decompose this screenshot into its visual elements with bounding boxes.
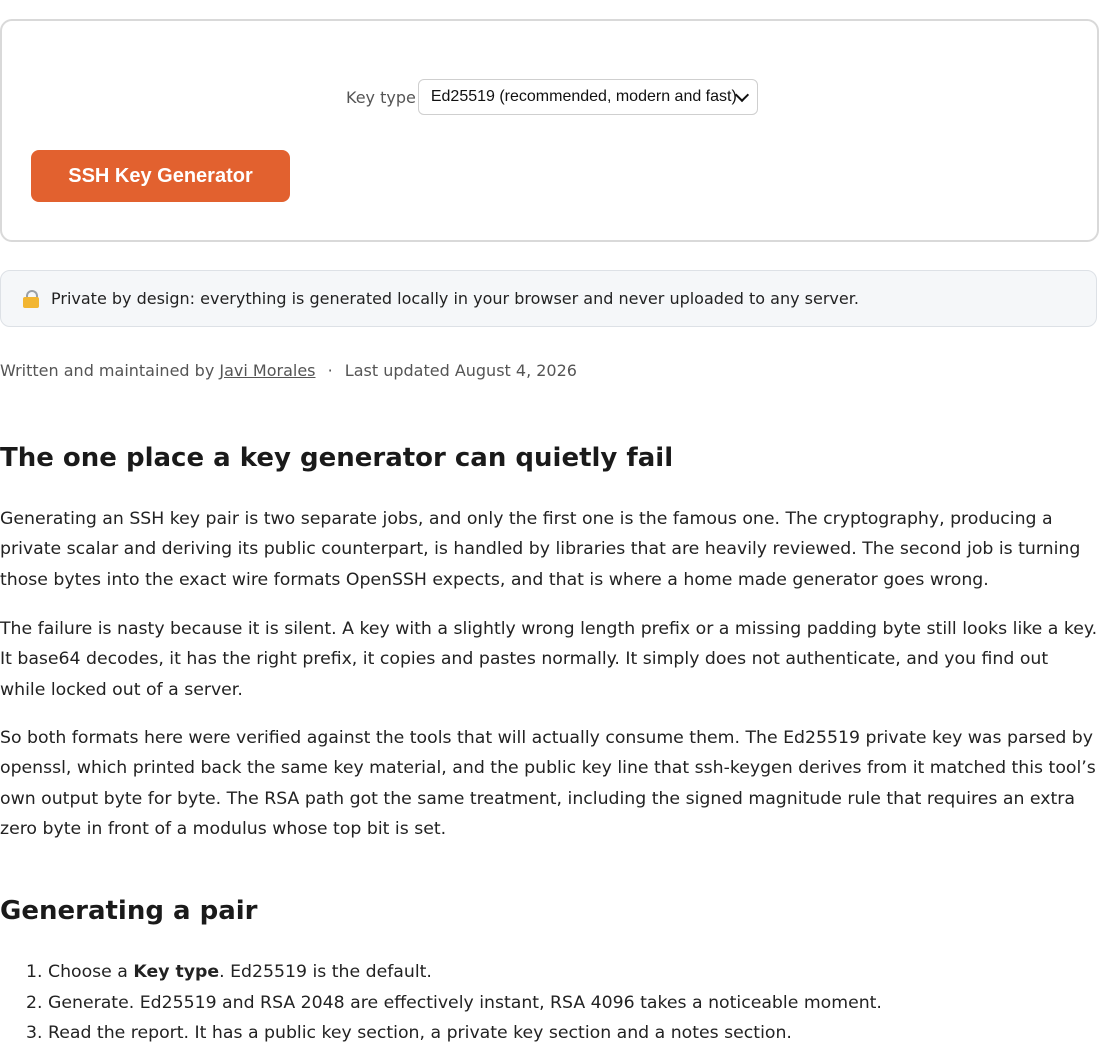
key-type-label: Key type (346, 87, 416, 107)
section-heading-generating: Generating a pair (0, 896, 258, 926)
list-item: 2. Generate. Ed25519 and RSA 2048 are effectively instant, RSA 4096 takes a noticeable moment. (48, 988, 882, 1019)
privacy-banner (0, 270, 1097, 327)
byline-separator: · (327, 361, 333, 380)
section-heading-fail: The one place a key generator can quietly fail (0, 443, 674, 473)
steps-list (0, 957, 882, 1048)
byline (0, 361, 577, 380)
list-item: 1. Choose a Key type. Ed25519 is the default. (48, 957, 882, 988)
paragraph: Generating an SSH key pair is two separate jobs, and only the first one is the famous one. The cryptography, producing a private scalar and deriving its public counterpart, is handled by libraries that are heavily reviewed. The second job is turning those bytes into the exact wire formats OpenSSH expects, and that is where a home made generator goes wrong. (0, 509, 1081, 590)
list-item: 3. Read the report. It has a public key section, a private key section and a notes section. (48, 1018, 882, 1048)
paragraph: The failure is nasty because it is silent. A key with a slightly wrong length prefix or a missing padding byte still looks like a key. It base64 decodes, it has the right prefix, it copies and pastes normally. It simply does not authenticate, and you find out while locked out of a server. (0, 619, 1098, 700)
key-type-selected-value: Ed25519 (recommended, modern and fast) (430, 88, 737, 105)
author-link[interactable]: Javi Morales (219, 361, 316, 380)
chevron-down-icon (735, 87, 749, 101)
key-type-select[interactable] (418, 79, 758, 115)
byline-prefix: Written and maintained by (0, 361, 215, 380)
privacy-text: Private by design: everything is generated locally in your browser and never uploaded to any server. (51, 289, 859, 308)
last-updated: Last updated August 4, 2026 (344, 361, 577, 380)
paragraph: So both formats here were verified against the tools that will actually consume them. The Ed25519 private key was parsed by openssl, which printed back the same key material, and the public key line that ssh-keygen derives from it matched this tool’s own output byte for byte. The RSA path got the same treatment, including the signed magnitude rule that requires an extra zero byte in front of a modulus whose top bit is set. (0, 728, 1096, 839)
key-type-row (346, 79, 758, 115)
generate-button[interactable]: SSH Key Generator (31, 150, 290, 202)
lock-icon (23, 290, 39, 308)
generator-card (0, 19, 1099, 242)
